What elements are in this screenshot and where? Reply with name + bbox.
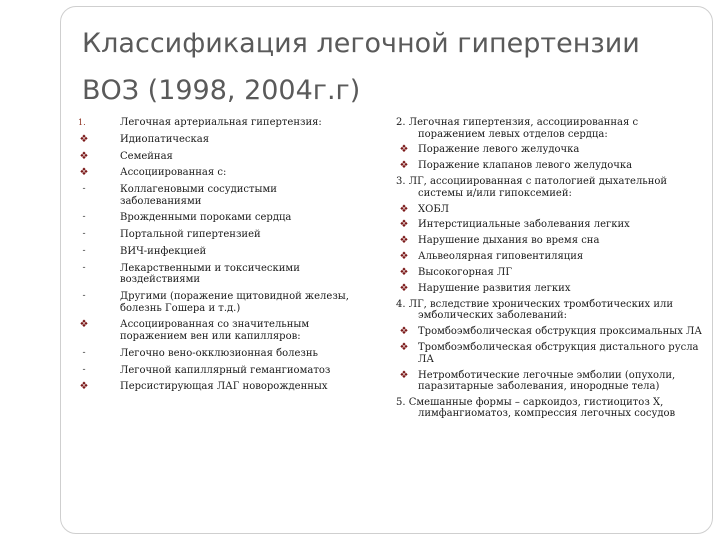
diamond-bullet-icon: ❖	[399, 326, 409, 338]
list-item	[76, 151, 358, 163]
list-item	[76, 381, 358, 393]
dash-bullet: -	[82, 184, 86, 195]
list-item-text: Легочная артериальная гипертензия:	[120, 117, 322, 128]
list-item-text: Врожденными пороками сердца	[120, 212, 292, 224]
list-item-text: Нарушение дыхания во время сна	[418, 235, 600, 247]
diamond-bullet-icon: ❖	[399, 235, 409, 247]
right-column	[396, 117, 702, 424]
list-item	[76, 246, 358, 258]
list-item-text: ХОБЛ	[418, 203, 450, 215]
list-item	[76, 291, 358, 314]
list-item	[76, 117, 358, 129]
list-item-text: Другими (поражение щитовидной железы, болезнь Гошера и т.д.)	[120, 291, 349, 314]
section-heading: 2. Легочная гипертензия, ассоциированная с поражением левых отделов сердца:	[396, 117, 639, 140]
diamond-bullet-icon: ❖	[399, 283, 409, 295]
list-item	[76, 167, 358, 179]
section-heading: 4. ЛГ, вследствие хронических тромботических или эмболических заболеваний:	[396, 298, 673, 322]
list-item	[396, 235, 702, 247]
list-item-text: Персистирующая ЛАГ новорожденных	[120, 381, 328, 393]
number-marker: 1.	[78, 118, 86, 127]
list-item	[396, 251, 702, 263]
list-item-text: Высокогорная ЛГ	[418, 267, 512, 279]
list-item	[76, 365, 358, 377]
list-item-text: Ассоциированная со значительным поражением вен или капилляров:	[120, 319, 310, 342]
list-item	[76, 348, 358, 360]
list-item	[396, 283, 702, 295]
list-item-text: Лекарственными и токсическими воздействиями	[120, 262, 300, 286]
list-item	[76, 263, 358, 286]
list-item-text: Легочной капиллярный гемангиоматоз	[120, 364, 331, 376]
list-item-text: Ассоциированная с:	[120, 167, 227, 179]
list-item	[76, 229, 358, 241]
diamond-bullet-icon: ❖	[79, 133, 89, 145]
list-item-text: Альвеолярная гиповентиляция	[418, 251, 584, 263]
dash-bullet: -	[82, 246, 86, 257]
diamond-bullet-icon: ❖	[399, 267, 409, 279]
list-item	[396, 267, 702, 279]
diamond-bullet-icon: ❖	[79, 319, 89, 331]
dash-bullet: -	[82, 347, 86, 358]
dash-bullet: -	[82, 364, 86, 375]
list-item-text: ВИЧ-инфекцией	[120, 246, 207, 258]
list-item-text: Интерстициальные заболевания легких	[418, 219, 630, 231]
list-item	[396, 144, 702, 156]
list-item	[396, 204, 702, 216]
list-item	[396, 326, 702, 338]
dash-bullet: -	[82, 291, 86, 302]
list-item	[396, 219, 702, 231]
list-item-text: Нарушение развития легких	[418, 283, 571, 295]
list-item-text: Тромбоэмболическая обструкция проксимальных ЛА	[418, 326, 702, 338]
list-item	[76, 134, 358, 146]
dash-bullet: -	[82, 229, 86, 240]
diamond-bullet-icon: ❖	[79, 167, 89, 179]
dash-bullet: -	[82, 262, 86, 273]
diamond-bullet-icon: ❖	[79, 150, 89, 162]
list-item-text: Поражение левого желудочка	[418, 144, 580, 156]
list-item-text: Тромбоэмболическая обструкция дистального русла ЛА	[418, 342, 699, 365]
diamond-bullet-icon: ❖	[399, 342, 409, 354]
slide-title: Классификация легочной гипертензии ВОЗ (1998, 2004г.г)	[82, 28, 640, 106]
diamond-bullet-icon: ❖	[399, 251, 409, 263]
list-item	[76, 319, 358, 342]
diamond-bullet-icon: ❖	[399, 160, 409, 172]
list-item	[396, 160, 702, 172]
list-item-text: Семейная	[120, 150, 173, 162]
section-heading: 5. Смешанные формы – саркоидоз, гистиоцитоз X, лимфангиоматоз, компрессия легочных сосудов	[396, 396, 676, 420]
list-item	[396, 370, 702, 393]
diamond-bullet-icon: ❖	[79, 381, 89, 393]
list-item-text: Нетромботические легочные эмболии (опухоли, паразитарные заболевания, инородные тела)	[418, 369, 676, 393]
list-item	[76, 184, 358, 207]
dash-bullet: -	[82, 212, 86, 223]
list-item-text: Легочно вено-окклюзионная болезнь	[120, 347, 318, 359]
list-item-text: Портальной гипертензией	[120, 229, 261, 241]
list-item	[76, 212, 358, 224]
list-item-text: Идиопатическая	[120, 133, 210, 145]
diamond-bullet-icon: ❖	[399, 219, 409, 231]
list-item	[396, 342, 702, 365]
left-column	[76, 117, 358, 398]
list-item-text: Поражение клапанов левого желудочка	[418, 160, 633, 172]
section-heading: 3. ЛГ, ассоциированная с патологией дыхательной системы и/или гипоксемией:	[396, 176, 668, 199]
diamond-bullet-icon: ❖	[399, 144, 409, 156]
list-item-text: Коллагеновыми сосудистыми заболеваниями	[120, 184, 277, 207]
diamond-bullet-icon: ❖	[399, 203, 409, 215]
diamond-bullet-icon: ❖	[399, 369, 409, 381]
